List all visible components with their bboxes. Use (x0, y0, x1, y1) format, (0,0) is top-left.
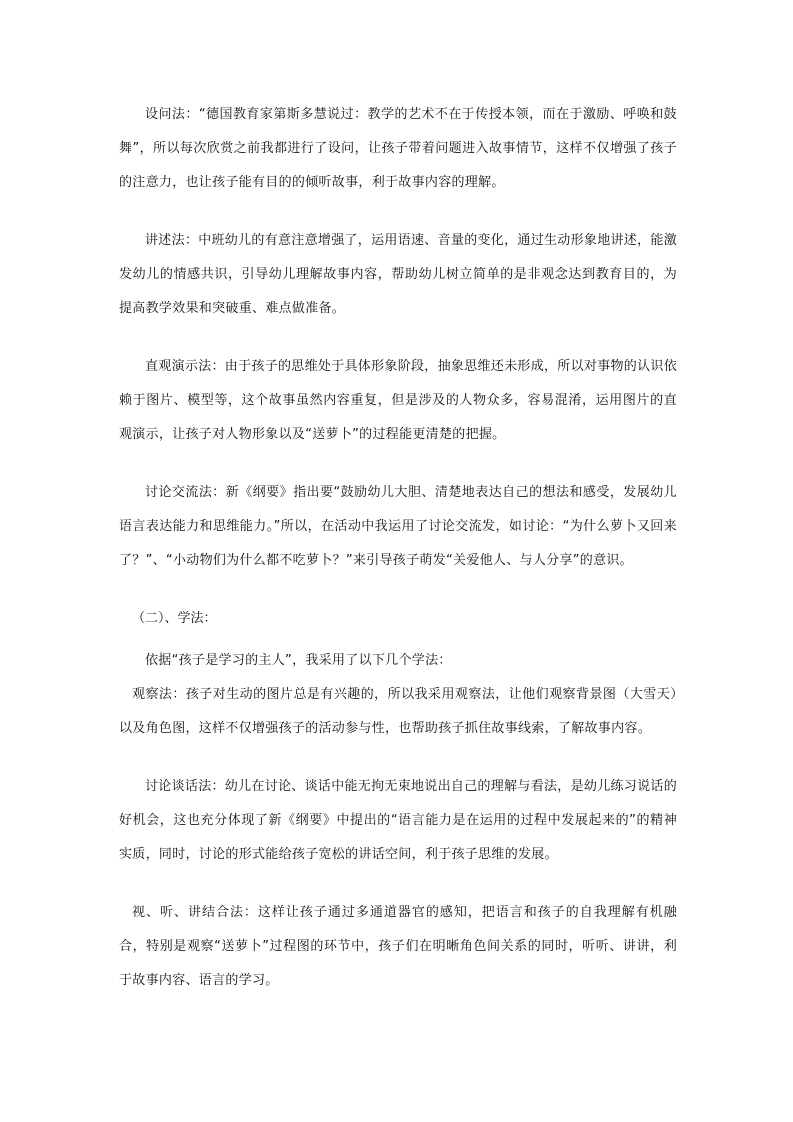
paragraph-discussion-talk-method: 讨论谈话法：幼儿在讨论、谈话中能无拘无束地说出自己的理解与看法，是幼儿练习说话的好机会，这也充分体现了新《纲要》中提出的“语言能力是在运用的过程中发展起来的”的精神实质，同时，讨论的形式能给孩子宽松的讲话空间，利于孩子思维的发展。 (119, 779, 678, 862)
section-heading-learning-methods: （二）、学法： (132, 611, 217, 626)
document-body (119, 98, 677, 998)
paragraph-spacer (119, 636, 677, 644)
paragraph-spacer (119, 326, 677, 350)
paragraph-combined-method: 视、听、讲结合法：这样让孩子通过多通道器官的感知，把语言和孩子的自我理解有机融合，特别是观察“送萝卜”过程图的环节中，孩子们在明晰角色间关系的同时，听听、讲讲，利于故事内容、语言的学习。 (119, 905, 677, 988)
paragraph-questioning-method: 设问法：“德国教育家第斯多慧说过：教学的艺术不在于传授本领，而在于激励、呼唤和鼓舞”，所以每次欣赏之前我都进行了设问，让孩子带着问题进入故事情节，这样不仅增强了孩子的注意力，也让孩子能有目的的倾听故事，利于故事内容的理解。 (119, 107, 677, 190)
paragraph-spacer (119, 872, 677, 896)
paragraph-spacer (119, 200, 677, 224)
paragraph-spacer (119, 578, 677, 602)
paragraph-observation-method: 观察法：孩子对生动的图片总是有兴趣的，所以我采用观察法，让他们观察背景图（大雪天）以及角色图，这样不仅增强孩子的活动参与性，也帮助孩子抓住故事线索，了解故事内容。 (119, 687, 677, 736)
paragraph-discussion-exchange-method: 讨论交流法：新《纲要》指出要“鼓励幼儿大胆、清楚地表达自己的想法和感受，发展幼儿语言表达能力和思维能力。”所以，在活动中我运用了讨论交流发，如讨论：“为什么萝卜又回来了？”、“小动物们为什么都不吃萝卜？”来引导孩子萌发“关爱他人、与人分享”的意识。 (119, 485, 677, 568)
section-intro: 依据“孩子是学习的主人”，我采用了以下几个学法： (145, 653, 452, 668)
paragraph-spacer (119, 452, 677, 476)
paragraph-demonstration-method: 直观演示法：由于孩子的思维处于具体形象阶段，抽象思维还未形成，所以对事物的认识依赖于图片、模型等，这个故事虽然内容重复，但是涉及的人物众多，容易混淆，运用图片的直观演示，让孩子对人物形象以及“送萝卜”的过程能更清楚的把握。 (119, 359, 678, 442)
paragraph-narration-method: 讲述法：中班幼儿的有意注意增强了，运用语速、音量的变化，通过生动形象地讲述，能激发幼儿的情感共识，引导幼儿理解故事内容，帮助幼儿树立简单的是非观念达到教育目的，为提高教学效果和突破重、难点做准备。 (119, 233, 678, 316)
paragraph-spacer (119, 746, 677, 770)
